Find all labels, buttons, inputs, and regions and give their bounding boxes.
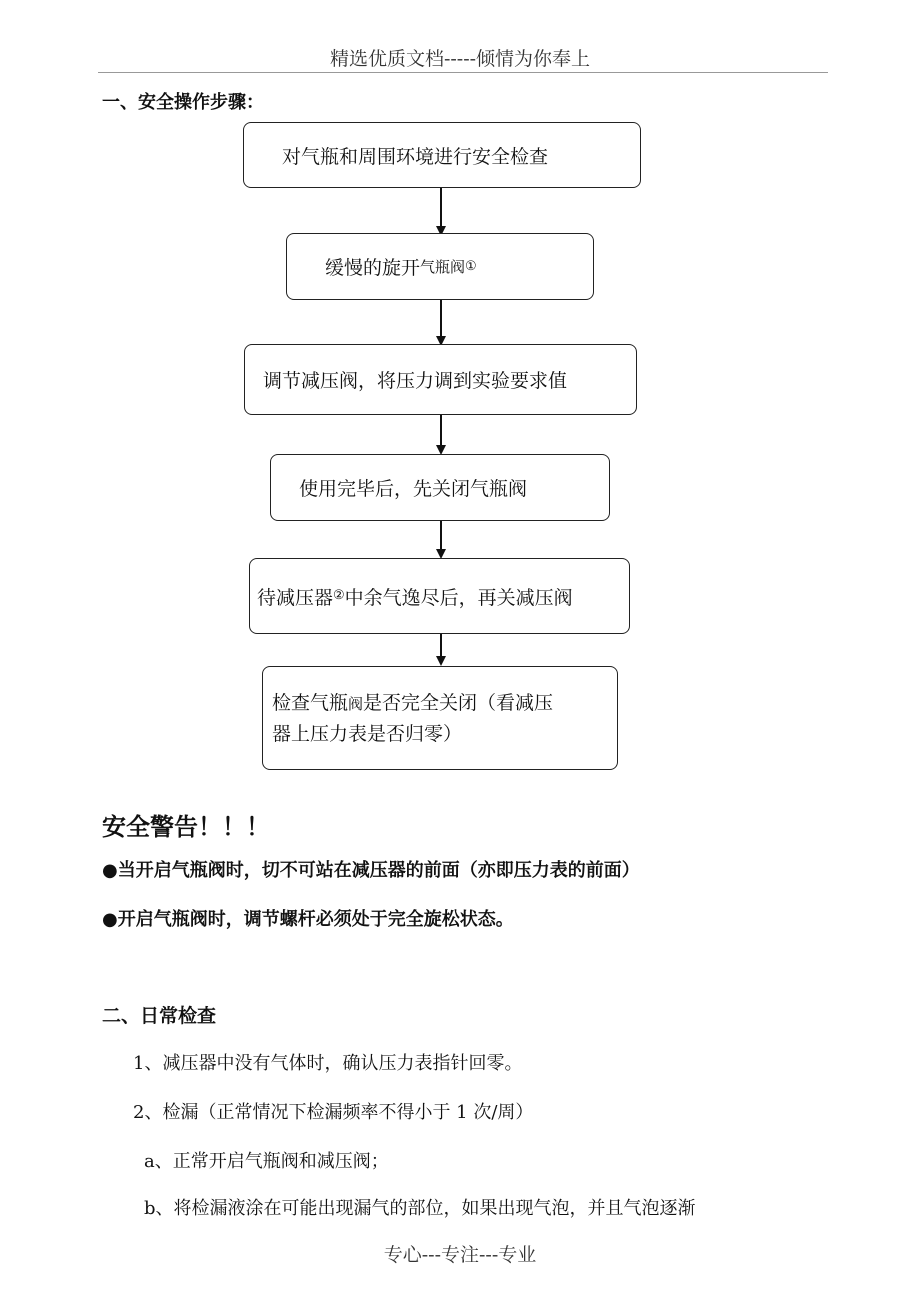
- flow-step-4: [270, 454, 610, 521]
- page-header: 精选优质文档-----倾情为你奉上: [329, 48, 591, 70]
- flow-step-5-text-post: 中余气逸尽后，再关减压阀: [344, 586, 573, 609]
- check-item-b: b、将检漏液涂在可能出现漏气的部位，如果出现气泡，并且气泡逐渐: [144, 1198, 696, 1219]
- page-footer: 专心---专注---专业: [383, 1244, 537, 1266]
- flow-step-2-text: 缓慢的旋开: [325, 257, 421, 279]
- flow-arrow-1: [435, 188, 447, 236]
- flow-step-1: [243, 122, 641, 188]
- flow-step-3: [244, 344, 637, 415]
- warning-item-2: ●开启气瓶阀时，调节螺杆必须处于完全旋松状态。: [102, 909, 514, 930]
- flow-step-4-text: 使用完毕后，先关闭气瓶阀: [299, 478, 528, 500]
- warning-title: 安全警告！！！: [102, 812, 270, 841]
- flow-arrow-5: [435, 634, 447, 666]
- flow-arrow-2: [435, 300, 447, 346]
- flow-arrow-3: [435, 415, 447, 455]
- flow-step-2: 缓慢的旋开 气瓶阀 ①: [286, 233, 594, 300]
- flow-step-6-line1-pre: 检查气瓶: [272, 692, 349, 714]
- flow-arrow-4: [435, 521, 447, 559]
- check-item-2: 2、检漏（正常情况下检漏频率不得小于 1 次/周）: [133, 1102, 534, 1123]
- section1-title: 一、安全操作步骤：: [102, 92, 264, 113]
- flow-step-5-text-pre: 待减压器: [257, 586, 334, 609]
- flow-step-6-line1-small: 阀: [348, 695, 364, 713]
- flow-step-6-line1-post: 是否完全关闭（看减压: [363, 692, 554, 714]
- header-divider: [98, 72, 828, 73]
- section2-title: 二、日常检查: [102, 1005, 217, 1027]
- flow-step-2-small: 气瓶阀: [420, 258, 466, 276]
- flow-step-1-text: 对气瓶和周围环境进行安全检查: [282, 145, 549, 168]
- flow-step-5: 待减压器 ② 中余气逸尽后，再关减压阀: [249, 558, 630, 634]
- flow-step-6: [262, 666, 618, 770]
- flow-step-6-line2: 器上压力表是否归零）: [272, 723, 463, 745]
- check-item-a: a、正常开启气瓶阀和减压阀；: [144, 1151, 389, 1172]
- check-item-1: 1、减压器中没有气体时，确认压力表指针回零。: [133, 1053, 523, 1074]
- warning-item-1: ●当开启气瓶阀时，切不可站在减压器的前面（亦即压力表的前面）: [102, 860, 640, 881]
- flow-step-3-text: 调节减压阀，将压力调到实验要求值: [263, 370, 568, 392]
